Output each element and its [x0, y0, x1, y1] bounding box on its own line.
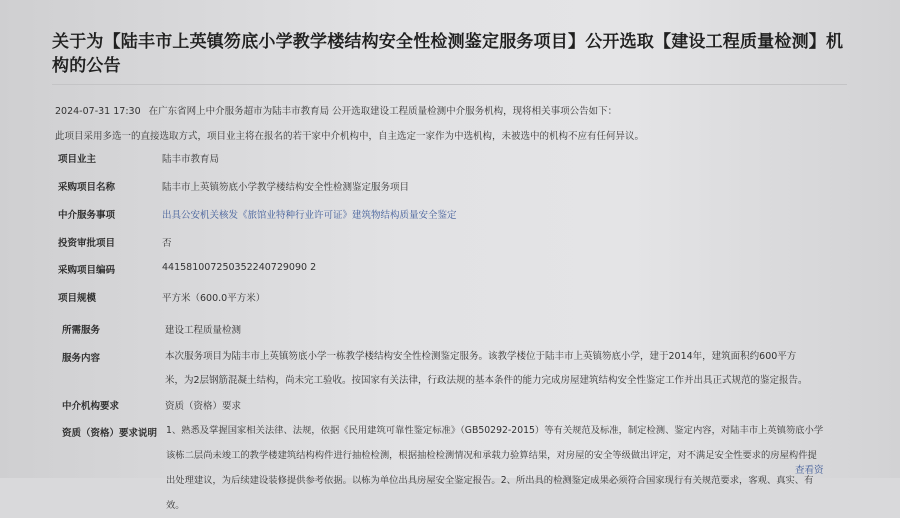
- page-title: 关于为【陆丰市上英镇笏底小学教学楼结构安全性检测鉴定服务项目】公开选取【建设工程质量检测】机构的公告: [52, 32, 844, 76]
- value-project-owner: 陆丰市教育局: [162, 154, 220, 165]
- publish-datetime: 2024-07-31 17:30: [55, 106, 141, 117]
- value-project-code: 441581007250352240729090 2: [162, 262, 317, 273]
- value-agency-requirement: 资质（资格）要求: [165, 401, 242, 412]
- value-qualification-description: 1、熟悉及掌握国家相关法律、法规，依据《民用建筑可靠性鉴定标准》（GB50292-2015）等有关规范及标准，制定检测、鉴定内容，对陆丰市上英镇笏底小学该栋二层尚未竣工的教学楼建筑结构构件进行抽检检测，根据抽检检测情况和承载力验算结果，对房屋的安全等级做出评定，对不满足安全性要求的房屋构件提出处理建议，为后续建设装修提供参考依据。以栋为单位出具房屋安全鉴定报告。2、所出具的检测鉴定成果必须符合国家现行有关规范要求，客观、真实、有效。: [166, 425, 824, 511]
- label-project-name: 采购项目名称: [58, 182, 116, 193]
- value-project-scale: 平方米（600.0平方米）: [162, 293, 266, 304]
- label-qualification-description: 资质（资格）要求说明: [62, 428, 158, 439]
- label-required-service: 所需服务: [62, 325, 101, 336]
- value-service-content: 本次服务项目为陆丰市上英镇笏底小学一栋教学楼结构安全性检测鉴定服务。该教学楼位于陆丰市上英镇笏底小学，建于2014年，建筑面积约600平方米，为2层钢筋混凝土结构，尚未完工验收。按国家有关法律，行政法规的基本条件的能力完成房屋建筑结构安全性鉴定工作并出具正式规范的鉴定报告。: [165, 351, 808, 386]
- value-investment-approval: 否: [162, 238, 172, 249]
- value-service-item-link[interactable]: 出具公安机关核发《旅馆业特种行业许可证》建筑物结构质量安全鉴定: [162, 210, 457, 221]
- label-service-content: 服务内容: [62, 353, 101, 364]
- intro-line-2: 此项目采用多选一的直接选取方式，项目业主将在报名的若干家中介机构中，自主选定一家作为中选机构，未被选中的机构不应有任何异议。: [55, 131, 645, 142]
- value-required-service: 建设工程质量检测: [165, 325, 242, 336]
- value-project-name: 陆丰市上英镇笏底小学教学楼结构安全性检测鉴定服务项目: [162, 182, 410, 193]
- label-service-item: 中介服务事项: [58, 210, 116, 221]
- view-more-link[interactable]: 查看资: [795, 465, 824, 476]
- intro-text-1: 在广东省网上中介服务超市为陆丰市教育局 公开选取建设工程质量检测中介服务机构，现将相关事项公告如下：: [148, 106, 618, 117]
- label-agency-requirement: 中介机构要求: [62, 401, 120, 412]
- label-investment-approval: 投资审批项目: [58, 238, 116, 249]
- label-project-code: 采购项目编码: [58, 265, 116, 276]
- label-project-owner: 项目业主: [58, 154, 97, 165]
- label-project-scale: 项目规模: [58, 293, 97, 304]
